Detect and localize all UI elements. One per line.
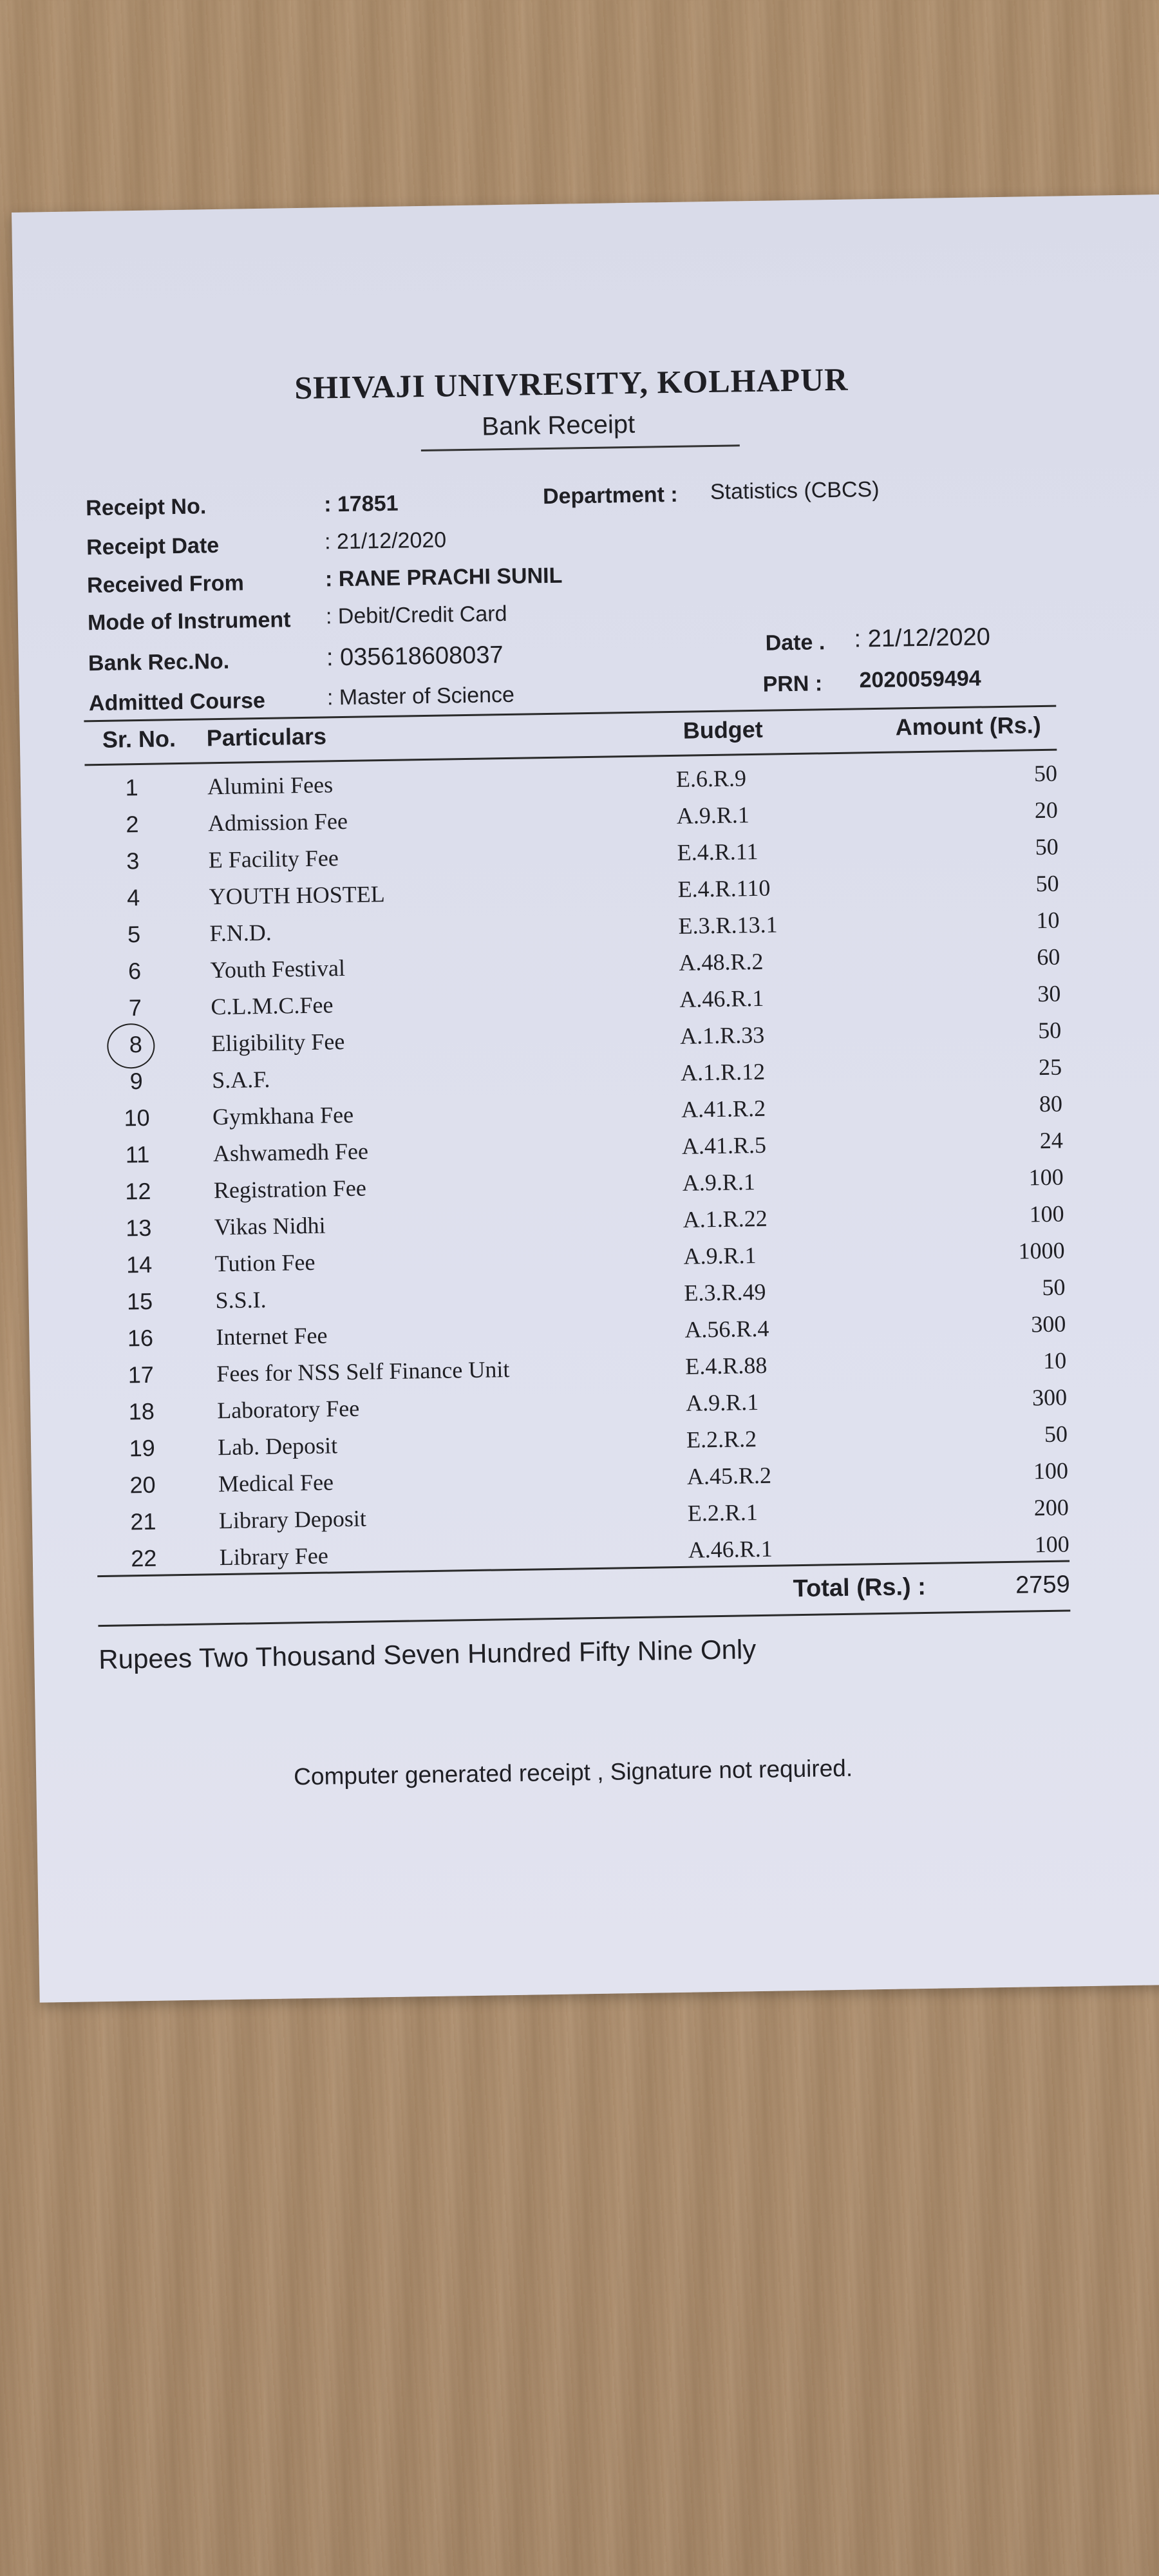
receipt-date-label: Receipt Date <box>86 533 220 560</box>
row-budget-code: A.46.R.1 <box>679 985 764 1012</box>
row-budget-code: A.9.R.1 <box>685 1389 759 1416</box>
bank-rec-value: : 035618608037 <box>326 641 504 672</box>
row-particulars: S.S.I. <box>215 1286 267 1314</box>
total-rule <box>98 1609 1070 1627</box>
row-particulars: Alumini Fees <box>207 772 334 800</box>
receipt-paper <box>12 194 1159 2003</box>
row-particulars: Vikas Nidhi <box>214 1212 326 1240</box>
row-particulars: Youth Festival <box>210 955 346 983</box>
row-particulars: Eligibility Fee <box>211 1028 345 1057</box>
date-label: Date . <box>765 630 825 656</box>
row-sr-number: 21 <box>130 1508 156 1535</box>
handdrawn-circle-mark <box>107 1023 155 1069</box>
row-sr-number: 20 <box>129 1471 156 1499</box>
row-sr-number: 6 <box>127 957 142 985</box>
row-budget-code: A.1.R.33 <box>679 1021 765 1049</box>
row-sr-number: 13 <box>125 1214 152 1242</box>
row-budget-code: A.1.R.12 <box>680 1058 766 1086</box>
row-particulars: C.L.M.C.Fee <box>211 992 334 1020</box>
row-particulars: E Facility Fee <box>208 845 339 873</box>
course-value: : Master of Science <box>326 682 515 710</box>
row-sr-number: 11 <box>125 1141 150 1168</box>
receipt-subtitle: Bank Receipt <box>481 410 636 441</box>
row-sr-number: 16 <box>127 1324 154 1352</box>
received-from-value: : RANE PRACHI SUNIL <box>325 563 563 592</box>
row-amount: 25 <box>1038 1054 1062 1081</box>
prn-value: 2020059494 <box>859 666 981 693</box>
department-label: Department : <box>542 482 679 509</box>
row-particulars: Laboratory Fee <box>216 1395 360 1424</box>
col-header-budget: Budget <box>683 715 764 744</box>
row-sr-number: 18 <box>128 1397 155 1425</box>
row-particulars: Gymkhana Fee <box>212 1101 354 1130</box>
row-amount: 50 <box>1037 1017 1062 1044</box>
department-value: Statistics (CBCS) <box>710 477 880 505</box>
prn-label: PRN : <box>762 671 823 697</box>
row-amount: 60 <box>1037 943 1060 971</box>
amount-in-words: Rupees Two Thousand Seven Hundred Fifty Nine Only <box>98 1634 757 1675</box>
row-particulars: Admission Fee <box>207 808 348 837</box>
row-budget-code: A.9.R.1 <box>682 1169 756 1196</box>
row-amount: 100 <box>1028 1164 1064 1191</box>
row-particulars: F.N.D. <box>209 919 272 947</box>
subtitle-underline <box>421 444 740 451</box>
row-amount: 100 <box>1034 1531 1069 1558</box>
footer-note: Computer generated receipt , Signature not required. <box>293 1754 853 1790</box>
row-budget-code: E.2.R.1 <box>687 1499 759 1526</box>
row-particulars: Library Fee <box>219 1542 329 1571</box>
mode-value: : Debit/Credit Card <box>325 601 507 629</box>
row-particulars: Medical Fee <box>218 1469 334 1497</box>
row-amount: 300 <box>1030 1311 1066 1338</box>
row-sr-number: 5 <box>127 920 141 948</box>
row-particulars: YOUTH HOSTEL <box>209 881 385 910</box>
row-budget-code: E.3.R.49 <box>684 1278 766 1306</box>
row-sr-number: 3 <box>126 848 140 875</box>
col-header-particulars: Particulars <box>206 723 327 752</box>
row-amount: 50 <box>1033 760 1058 787</box>
receipt-no-label: Receipt No. <box>85 494 207 521</box>
row-amount: 10 <box>1036 907 1060 934</box>
row-sr-number: 14 <box>126 1251 153 1278</box>
row-amount: 200 <box>1033 1494 1069 1521</box>
row-particulars: Registration Fee <box>213 1175 367 1204</box>
row-amount: 100 <box>1029 1200 1064 1227</box>
row-budget-code: A.56.R.4 <box>684 1315 769 1343</box>
row-particulars: Internet Fee <box>216 1322 328 1350</box>
row-sr-number: 10 <box>124 1104 150 1132</box>
row-amount: 10 <box>1042 1347 1067 1374</box>
row-budget-code: A.9.R.1 <box>676 802 750 829</box>
date-value: : 21/12/2020 <box>854 623 991 653</box>
bank-rec-label: Bank Rec.No. <box>88 649 230 676</box>
row-sr-number: 15 <box>126 1287 153 1315</box>
total-label: Total (Rs.) : <box>793 1573 927 1603</box>
row-budget-code: E.6.R.9 <box>675 765 747 792</box>
row-amount: 24 <box>1039 1127 1064 1154</box>
row-budget-code: A.41.R.2 <box>681 1095 766 1122</box>
row-budget-code: A.48.R.2 <box>679 948 764 976</box>
course-label: Admitted Course <box>88 688 266 716</box>
row-budget-code: A.9.R.1 <box>683 1242 757 1269</box>
row-amount: 1000 <box>1018 1237 1065 1264</box>
row-amount: 80 <box>1039 1090 1063 1117</box>
row-amount: 100 <box>1033 1457 1069 1484</box>
university-title: SHIVAJI UNIVRESITY, KOLHAPUR <box>294 361 849 406</box>
row-particulars: Library Deposit <box>218 1505 367 1534</box>
row-budget-code: E.4.R.110 <box>677 875 771 902</box>
row-sr-number: 4 <box>126 884 140 911</box>
row-sr-number: 1 <box>125 774 138 801</box>
row-particulars: Ashwamedh Fee <box>212 1138 369 1167</box>
row-particulars: Fees for NSS Self Finance Unit <box>216 1356 510 1387</box>
receipt-no-value: : 17851 <box>323 491 399 517</box>
row-particulars: Tution Fee <box>214 1249 316 1277</box>
row-sr-number: 2 <box>126 811 139 838</box>
receipt-date-value: : 21/12/2020 <box>324 527 447 554</box>
row-budget-code: A.45.R.2 <box>686 1462 772 1490</box>
row-amount: 300 <box>1032 1384 1068 1411</box>
row-sr-number: 12 <box>125 1177 151 1205</box>
row-sr-number: 9 <box>129 1067 144 1095</box>
row-particulars: Lab. Deposit <box>217 1432 338 1461</box>
row-sr-number: 19 <box>129 1434 155 1462</box>
total-value: 2759 <box>1015 1571 1070 1599</box>
row-amount: 20 <box>1034 797 1059 824</box>
row-sr-number: 17 <box>127 1361 155 1388</box>
row-amount: 50 <box>1035 870 1059 897</box>
row-sr-number: 7 <box>128 994 142 1021</box>
received-from-label: Received From <box>86 571 245 598</box>
row-amount: 50 <box>1042 1274 1066 1301</box>
row-sr-number: 8 <box>129 1030 143 1058</box>
row-budget-code: A.1.R.22 <box>683 1205 768 1233</box>
row-sr-number: 22 <box>130 1544 157 1572</box>
row-budget-code: E.4.R.88 <box>684 1352 768 1379</box>
row-budget-code: E.4.R.11 <box>677 838 759 866</box>
row-budget-code: E.3.R.13.1 <box>678 911 778 939</box>
row-amount: 50 <box>1044 1421 1068 1448</box>
col-header-amount: Amount (Rs.) <box>895 711 1041 741</box>
row-budget-code: A.41.R.5 <box>681 1132 767 1159</box>
row-budget-code: E.2.R.2 <box>686 1426 757 1453</box>
row-budget-code: A.46.R.1 <box>688 1535 773 1563</box>
row-particulars: S.A.F. <box>211 1066 270 1094</box>
mode-label: Mode of Instrument <box>87 607 291 636</box>
row-amount: 30 <box>1037 980 1061 1007</box>
row-amount: 50 <box>1035 833 1059 860</box>
col-header-sr: Sr. No. <box>102 725 176 753</box>
